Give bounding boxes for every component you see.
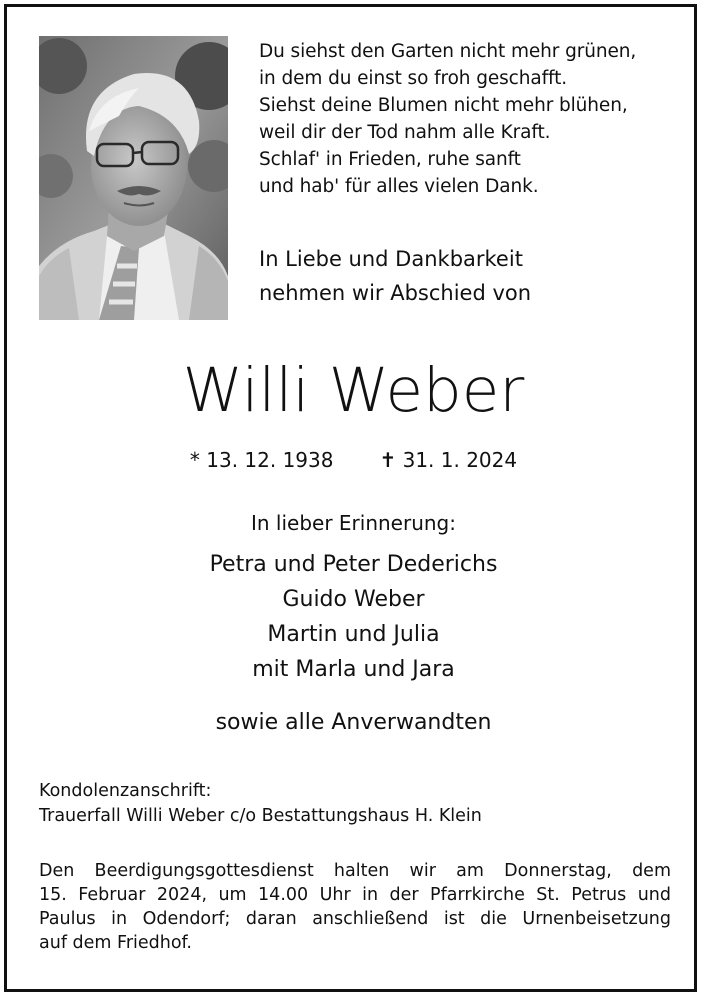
funeral-service-notice [39, 859, 671, 955]
death-date: ✝ 31. 1. 2024 [379, 448, 518, 472]
mourner-line: Guido Weber [282, 587, 425, 612]
poem [259, 38, 679, 200]
condolence-address-line: Trauerfall Willi Weber c/o Bestattungshaus H. Klein [39, 806, 482, 826]
relatives-line: sowie alle Anverwandten [215, 710, 492, 735]
farewell-intro [259, 242, 679, 310]
poem-line: Du siehst den Garten nicht mehr grünen, [259, 41, 637, 62]
portrait-photo [39, 36, 228, 320]
memory-label: In lieber Erinnerung: [250, 511, 456, 535]
portrait-photo-illustration [39, 36, 228, 320]
service-line: 15. Februar 2024, um 14.00 Uhr in der Pfarrkirche St. Petrus und [39, 885, 671, 905]
mourner-line: Martin und Julia [267, 622, 440, 647]
life-dates [0, 445, 707, 475]
condolence-label: Kondolenzanschrift: [39, 781, 212, 801]
mourner-line: Petra und Peter Dederichs [209, 552, 498, 577]
poem-line: Siehst deine Blumen nicht mehr blühen, [259, 95, 628, 116]
mourners-list [0, 547, 707, 687]
poem-line: und hab' für alles vielen Dank. [259, 176, 539, 197]
poem-line: weil dir der Tod nahm alle Kraft. [259, 122, 551, 143]
deceased-name: Willi Weber [182, 355, 525, 426]
birth-date: * 13. 12. 1938 [189, 448, 334, 472]
intro-line: In Liebe und Dankbarkeit [259, 247, 523, 271]
service-line: auf dem Friedhof. [39, 933, 192, 953]
condolence-address [39, 779, 679, 829]
service-line: Paulus in Odendorf; daran anschließend ist die Urnenbeisetzung [39, 909, 671, 929]
mourner-line: mit Marla und Jara [252, 657, 455, 682]
poem-line: in dem du einst so froh geschafft. [259, 68, 568, 89]
service-line: Den Beerdigungsgottesdienst halten wir am Donnerstag, dem [39, 861, 671, 881]
poem-line: Schlaf' in Frieden, ruhe sanft [259, 149, 521, 170]
intro-line: nehmen wir Abschied von [259, 281, 532, 305]
